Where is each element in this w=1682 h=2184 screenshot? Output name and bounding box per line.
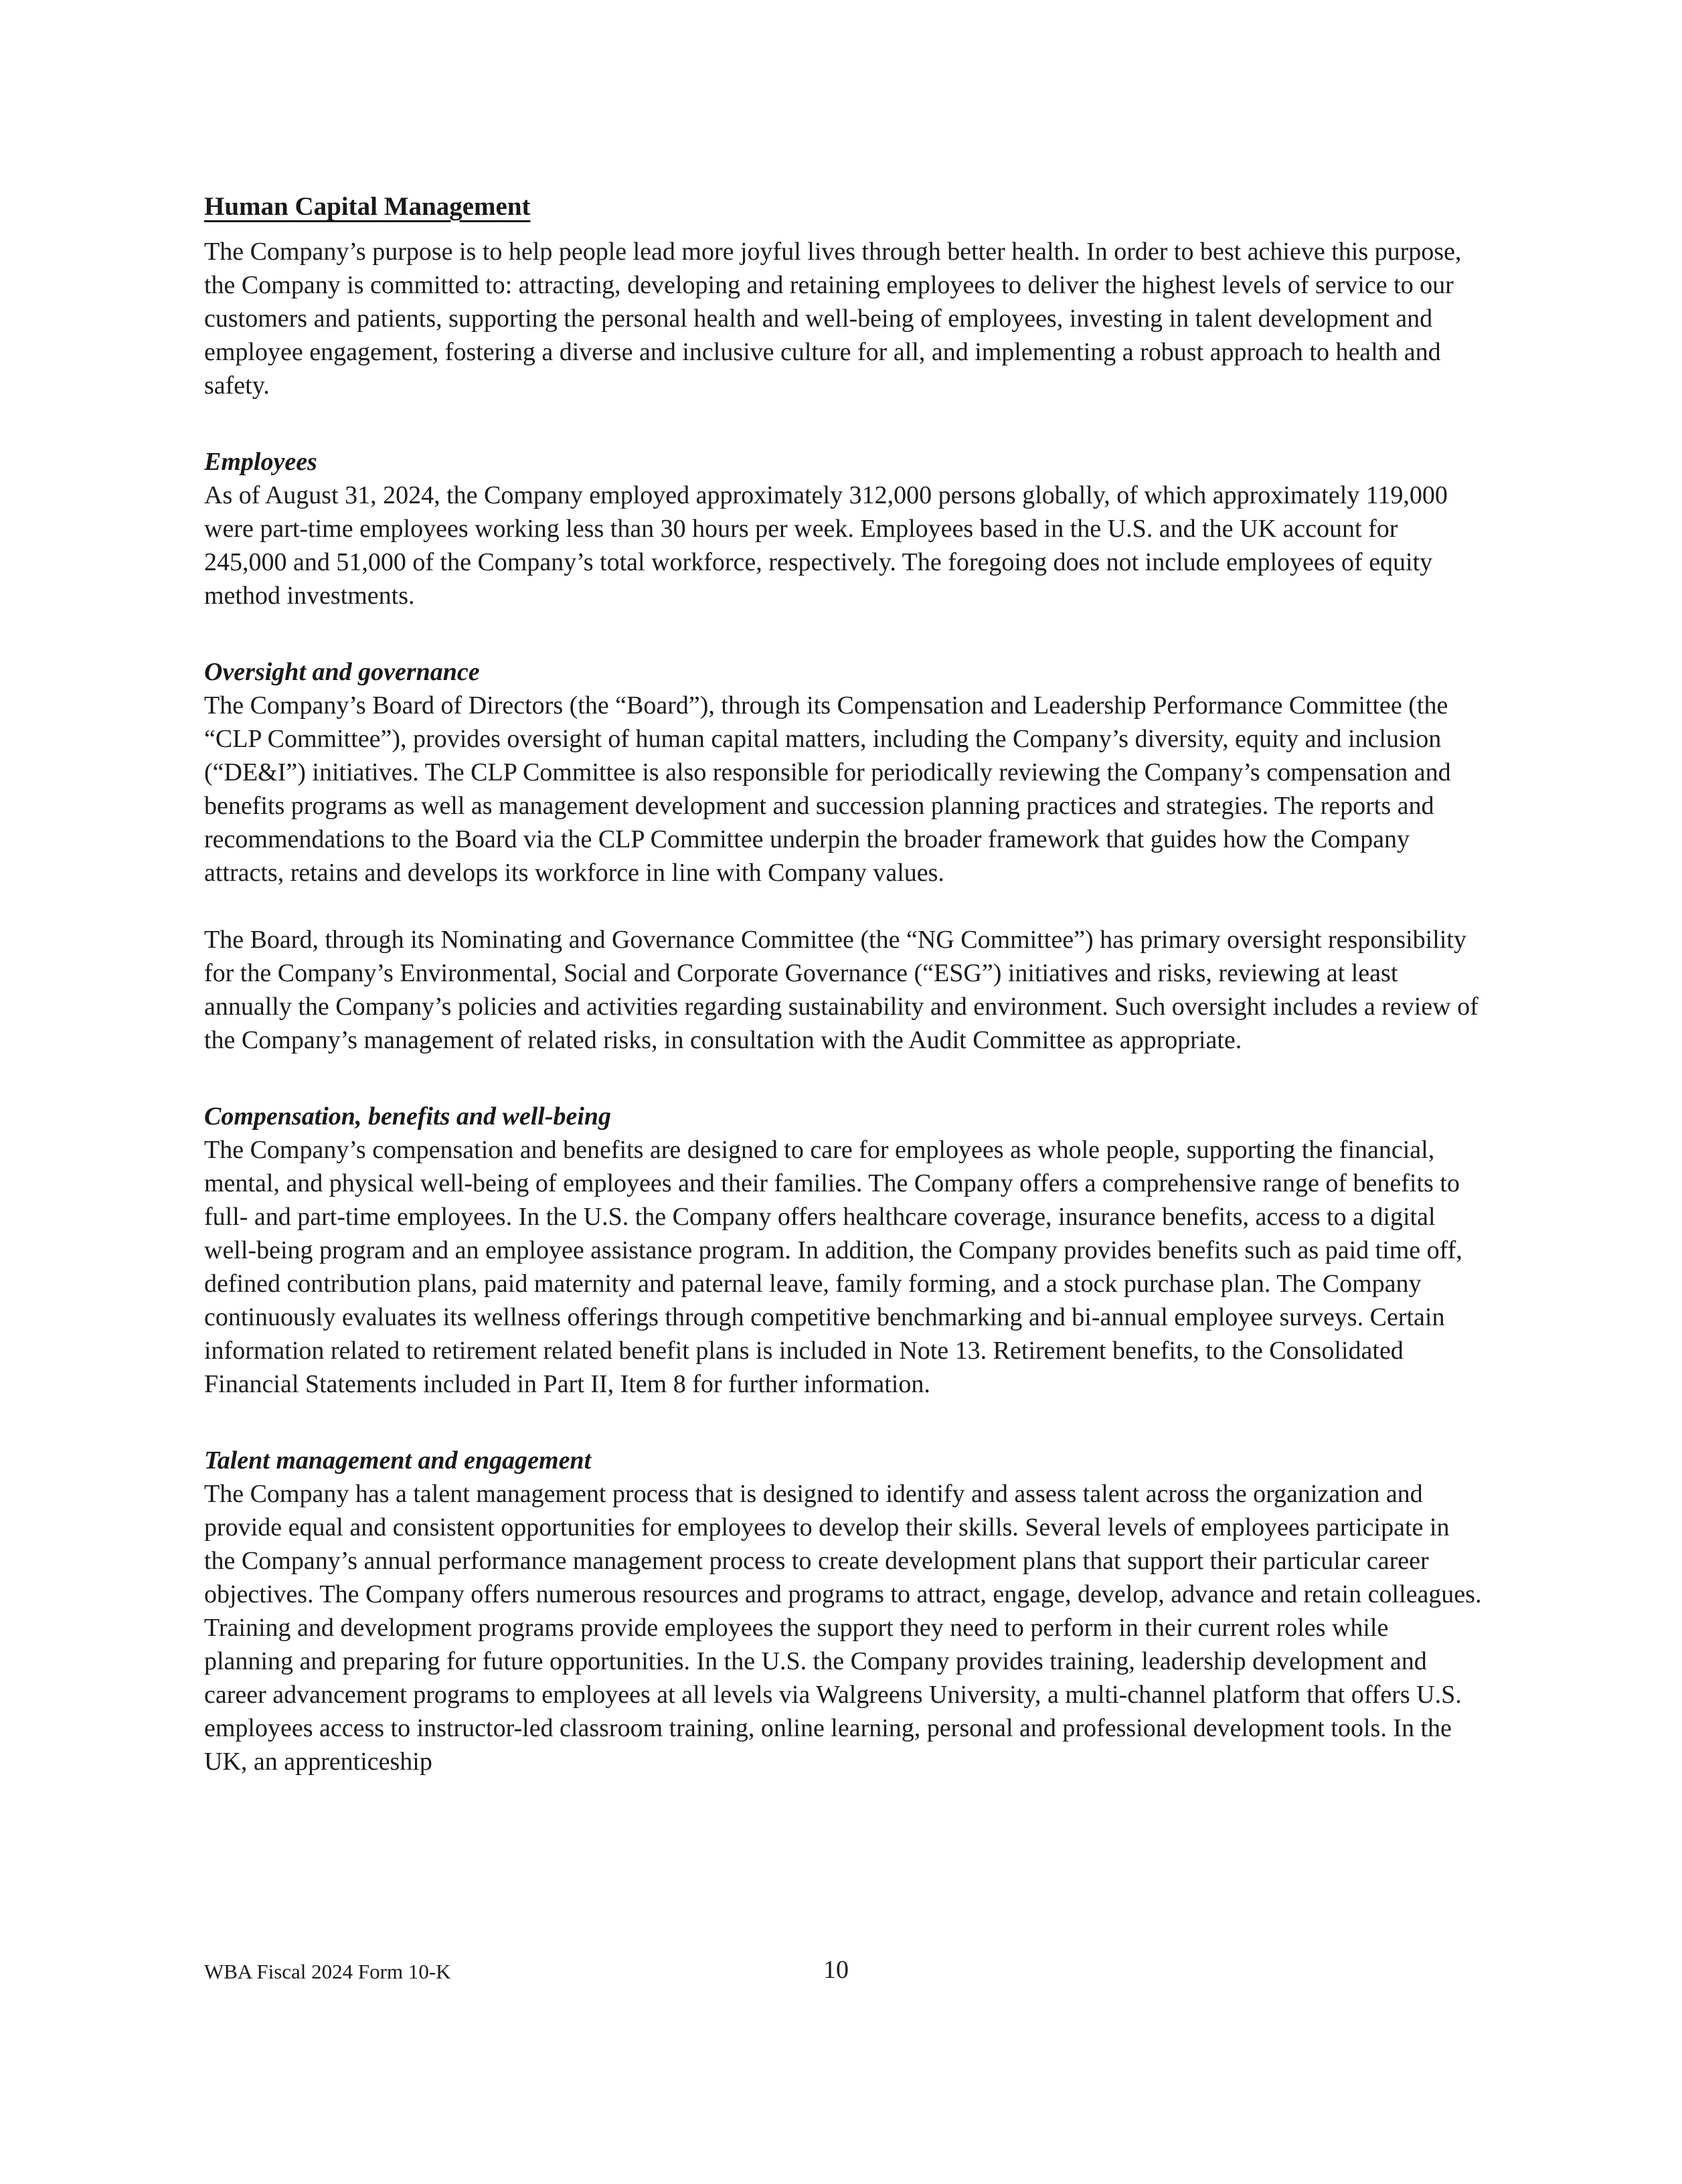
document-page (204, 189, 1483, 1778)
subsection-title: Oversight and governance (204, 658, 480, 686)
paragraph: As of August 31, 2024, the Company employed approximately 312,000 persons globally, of which approximately 119,000 were part-time employees working less than 30 hours per week. Employees based in the U.S. and the UK account for 245,000 and 51,000 of the Company’s total workforce, respectively. The foregoing does not include employees of equity method investments. (204, 481, 1448, 610)
section-heading: Human Capital Management (204, 192, 531, 221)
subsection-title: Compensation, benefits and well-being (204, 1102, 612, 1130)
paragraph: The Company’s Board of Directors (the “Board”), through its Compensation and Leadership Performance Committee (the “CLP Committee”), provides oversight of human capital matters, including the Company’s diversity, equity and inclusion (“DE&I”) initiatives. The CLP Committee is also responsible for periodically reviewing the Company’s compensation and benefits programs as well as management development and succession planning practices and strategies. The reports and recommendations to the Board via the CLP Committee underpin the broader framework that guides how the Company attracts, retains and develops its workforce in line with Company values. (204, 691, 1451, 887)
paragraph: The Company has a talent management process that is designed to identify and assess talent across the organization and provide equal and consistent opportunities for employees to develop their skills. Several levels of employees participate in the Company’s annual performance management process to create development plans that support their particular career objectives. The Company offers numerous resources and programs to attract, engage, develop, advance and retain colleagues. Training and development programs provide employees the support they need to perform in their current roles while planning and preparing for future opportunities. In the U.S. the Company provides training, leadership development and career advancement programs to employees at all levels via Walgreens University, a multi-channel platform that offers U.S. employees access to instructor-led classroom training, online learning, personal and professional development tools. In the UK, an apprenticeship (204, 1480, 1482, 1776)
section-compensation-benefits (204, 1100, 1483, 1401)
page-footer (204, 1954, 1483, 1988)
subsection-title: Talent management and engagement (204, 1446, 592, 1475)
section-employees (204, 445, 1483, 612)
paragraph: The Board, through its Nominating and Governance Committee (the “NG Committee”) has primary oversight responsibility for the Company’s Environmental, Social and Corporate Governance (“ESG”) initiatives and risks, reviewing at least annually the Company’s policies and activities regarding sustainability and environment. Such oversight includes a review of the Company’s management of related risks, in consultation with the Audit Committee as appropriate. (204, 926, 1479, 1054)
paragraph: The Company’s compensation and benefits are designed to care for employees as whole people, supporting the financial, mental, and physical well-being of employees and their families. The Company offers a comprehensive range of benefits to full- and part-time employees. In the U.S. the Company offers healthcare coverage, insurance benefits, access to a digital well-being program and an employee assistance program. In addition, the Company provides benefits such as paid time off, defined contribution plans, paid maternity and paternal leave, family forming, and a stock purchase plan. The Company continuously evaluates its wellness offerings through competitive benchmarking and bi-annual employee surveys. Certain information related to retirement related benefit plans is included in Note 13. Retirement benefits, to the Consolidated Financial Statements included in Part II, Item 8 for further information. (204, 1136, 1462, 1398)
footer-document-label: WBA Fiscal 2024 Form 10-K (204, 1960, 451, 1983)
section-oversight-governance (204, 655, 1483, 1057)
subsection-title: Employees (204, 448, 317, 476)
page-number: 10 (823, 1956, 849, 1984)
section-talent-management (204, 1444, 1483, 1778)
intro-paragraph: The Company’s purpose is to help people lead more joyful lives through better health. In order to best achieve this purpose, the Company is committed to: attracting, developing and retaining employees to deliver the highest levels of service to our customers and patients, supporting the personal health and well-being of employees, investing in talent development and employee engagement, fostering a diverse and inclusive culture for all, and implementing a robust approach to health and safety. (204, 238, 1462, 400)
